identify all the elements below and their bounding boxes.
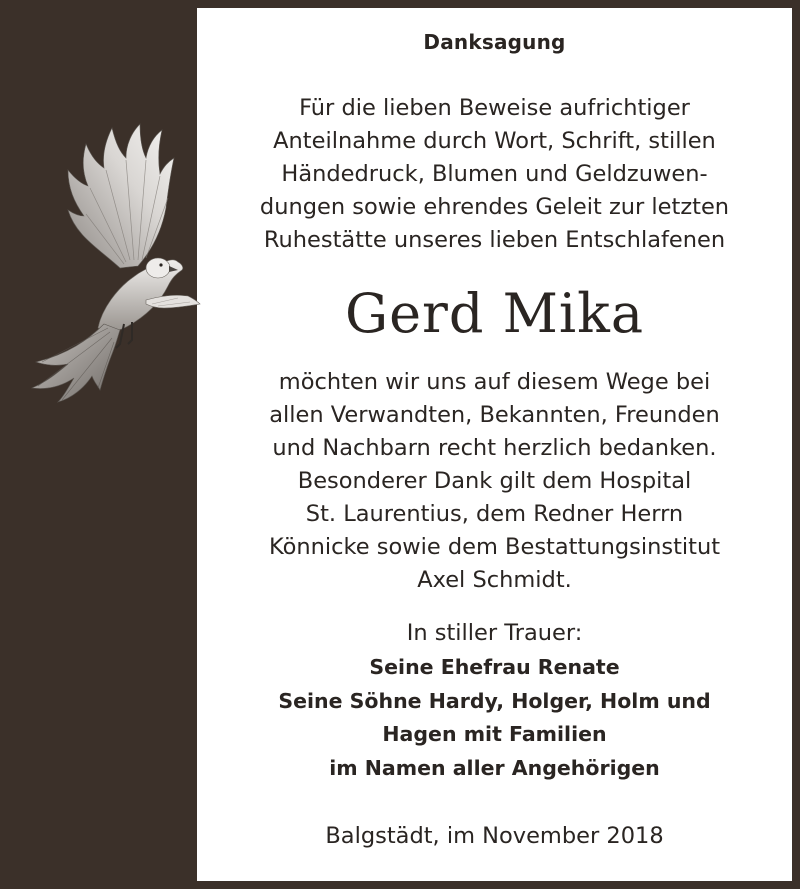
thanks-line: Besonderer Dank gilt dem Hospital	[297, 468, 692, 494]
notice-content	[197, 0, 792, 881]
intro-line: Anteilnahme durch Wort, Schrift, stillen	[273, 128, 716, 154]
mourners-line: Seine Söhne Hardy, Holger, Holm und	[278, 688, 711, 713]
place-date: Balgstädt, im November 2018	[325, 823, 664, 849]
thanks-line: Könnicke sowie dem Bestattungsinstitut	[268, 534, 721, 560]
mourning-label: In stiller Trauer:	[406, 620, 583, 646]
intro-line: Für die lieben Beweise aufrichtiger	[299, 95, 690, 121]
mourners-line: im Namen aller Angehörigen	[329, 755, 660, 780]
intro-line: dungen sowie ehrendes Geleit zur letzten	[259, 194, 730, 220]
intro-line: Händedruck, Blumen und Geldzuwen-	[281, 161, 708, 187]
mourners-line: Hagen mit Familien	[382, 722, 607, 746]
thanks-line: allen Verwandten, Bekannten, Freunden	[269, 402, 720, 428]
intro-paragraph	[197, 92, 792, 257]
thanks-line: St. Laurentius, dem Redner Herrn	[305, 501, 684, 527]
thanks-line: Axel Schmidt.	[417, 567, 572, 593]
mourners-list	[197, 651, 792, 785]
mourners-line: Seine Ehefrau Renate	[369, 655, 620, 679]
deceased-name: Gerd Mika	[344, 282, 645, 345]
intro-line: Ruhestätte unseres lieben Entschlafenen	[263, 227, 726, 253]
dove-icon	[28, 118, 208, 403]
thanks-paragraph	[197, 366, 792, 597]
thanks-line: und Nachbarn recht herzlich bedanken.	[272, 435, 717, 461]
thanks-line: möchten wir uns auf diesem Wege bei	[278, 369, 711, 395]
notice-heading: Danksagung	[423, 30, 566, 54]
